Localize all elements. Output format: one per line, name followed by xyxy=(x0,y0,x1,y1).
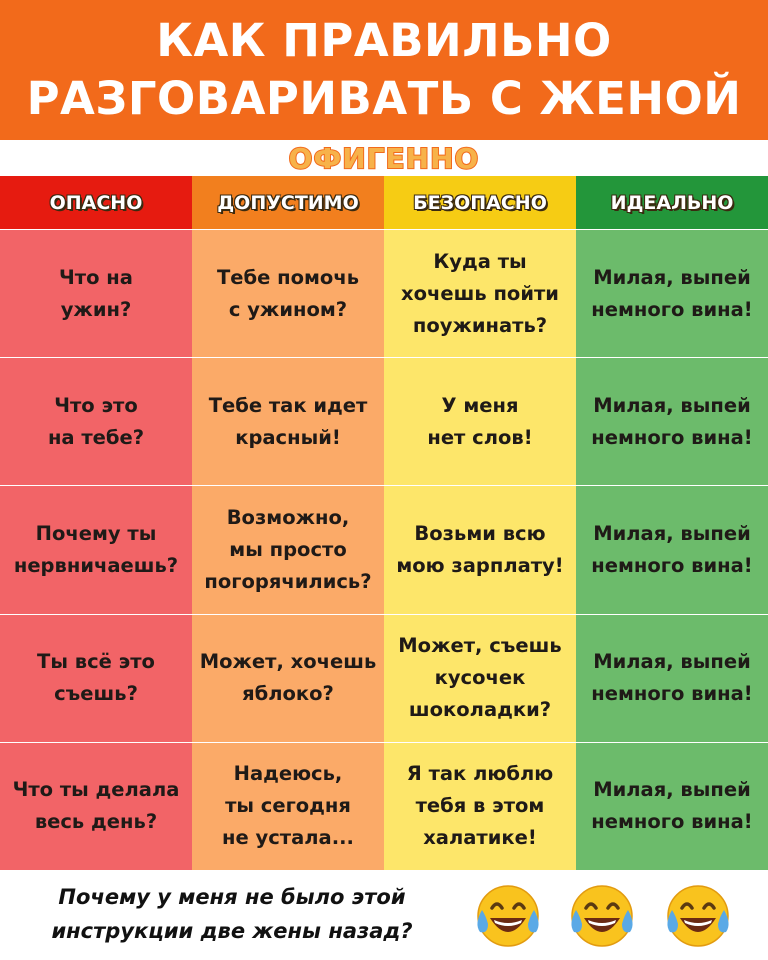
cell-text: Может, съешь кусочек шоколадки? xyxy=(398,634,562,722)
table-cell xyxy=(0,614,192,742)
table-cell xyxy=(192,229,384,357)
table-cell xyxy=(192,357,384,485)
tears-of-joy-icon xyxy=(566,880,638,952)
table-cell xyxy=(384,742,576,870)
badge-row xyxy=(0,140,768,176)
table-cell xyxy=(576,485,768,613)
cell-text: Возьми всю мою зарплату! xyxy=(396,521,564,577)
cell-text: Что это на тебе? xyxy=(47,393,145,449)
title-banner xyxy=(0,0,768,140)
title-line-2: РАЗГОВАРИВАТЬ С ЖЕНОЙ xyxy=(26,72,742,125)
cell-text: Милая, выпей немного вина! xyxy=(591,778,753,834)
table-cell xyxy=(0,357,192,485)
table-cell xyxy=(192,742,384,870)
tears-of-joy-icon xyxy=(662,880,734,952)
table-cell xyxy=(384,614,576,742)
table-cell xyxy=(576,742,768,870)
cell-text: Что на ужин? xyxy=(59,265,133,321)
cell-text: Почему ты нервничаешь? xyxy=(13,521,179,577)
table-cell xyxy=(0,485,192,613)
table-cell xyxy=(576,614,768,742)
table-cell xyxy=(384,485,576,613)
cell-text: Тебе так идет красный! xyxy=(208,393,368,449)
cell-text: У меня нет слов! xyxy=(427,393,533,449)
table-cell xyxy=(576,357,768,485)
cell-text: Милая, выпей немного вина! xyxy=(591,393,753,449)
column-header-safe: БЕЗОПАСНО xyxy=(384,176,576,229)
table-cell xyxy=(384,357,576,485)
cell-text: Возможно, мы просто погорячились? xyxy=(204,505,372,593)
table-cell xyxy=(192,485,384,613)
footer-question: Почему у меня не было этой инструкции две жены назад? xyxy=(51,885,413,943)
cell-text: Надеюсь, ты сегодня не устала... xyxy=(222,762,354,850)
phrase-table xyxy=(0,176,768,870)
tears-of-joy-icon xyxy=(472,880,544,952)
cell-text: Милая, выпей немного вина! xyxy=(591,650,753,706)
cell-text: Тебе помочь с ужином? xyxy=(216,265,360,321)
table-cell xyxy=(576,229,768,357)
ofigenno-badge: ОФИГЕННО xyxy=(288,141,480,175)
cell-text: Милая, выпей немного вина! xyxy=(591,265,753,321)
table-cell xyxy=(0,742,192,870)
table-cell xyxy=(0,229,192,357)
cell-text: Может, хочешь яблоко? xyxy=(199,650,377,706)
cell-text: Я так люблю тебя в этом халатике! xyxy=(406,762,554,850)
column-header-acceptable: ДОПУСТИМО xyxy=(192,176,384,229)
column-header-ideal: ИДЕАЛЬНО xyxy=(576,176,768,229)
cell-text: Куда ты хочешь пойти поужинать? xyxy=(401,249,559,337)
footer xyxy=(0,870,768,960)
cell-text: Ты всё это съешь? xyxy=(37,650,155,706)
title-line-1: КАК ПРАВИЛЬНО xyxy=(156,14,612,67)
cell-text: Милая, выпей немного вина! xyxy=(591,521,753,577)
cell-text: Что ты делала весь день? xyxy=(12,778,180,834)
column-header-danger: ОПАСНО xyxy=(0,176,192,229)
table-cell xyxy=(384,229,576,357)
table-cell xyxy=(192,614,384,742)
